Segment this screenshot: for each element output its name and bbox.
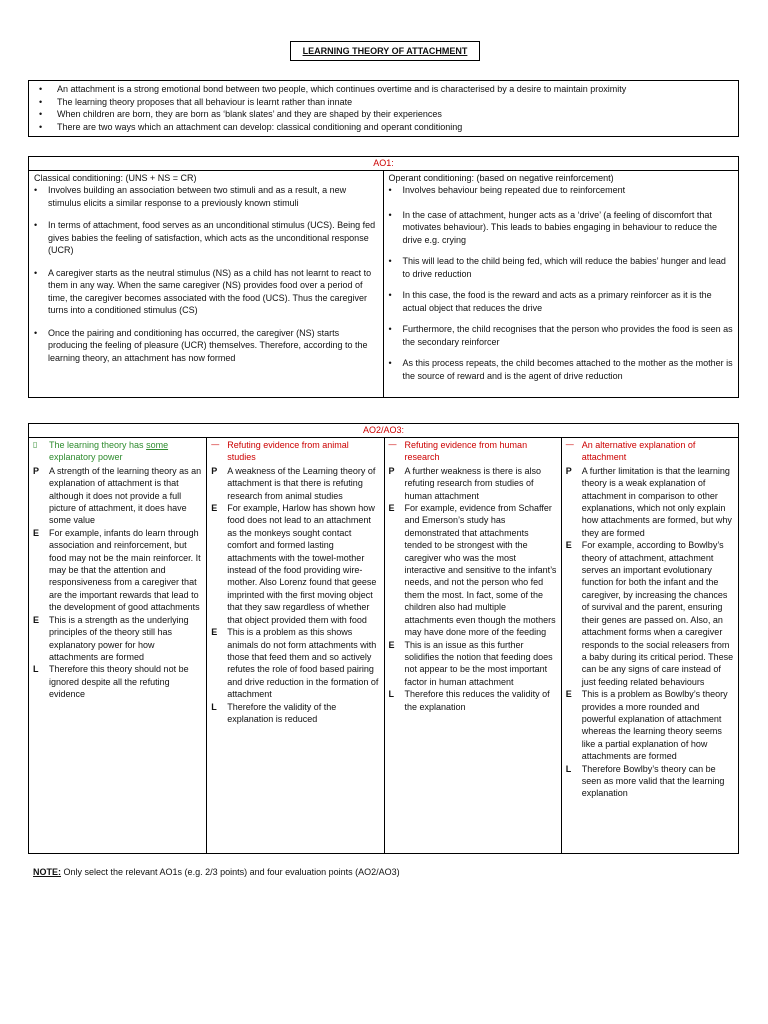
classical-conditioning-column bbox=[29, 171, 384, 397]
evaluation-column bbox=[561, 438, 738, 853]
pell-text: For example, evidence from Schaffer and Emerson’s study has demonstrated that attachments tended to be strongest with the caregiver who was the most interactive and sensitive to the infant’s needs, and not the person who fed them the most. In fact, some of the children also had multiple attachments even though the mothers may have done more of the feeding bbox=[404, 503, 557, 638]
pell-letter: E bbox=[565, 689, 572, 700]
intro-box bbox=[28, 80, 739, 137]
classical-point: • A caregiver starts as the neutral stimulus (NS) as a child has not learnt to react to them in any way. When the same caregiver (NS) provides food over a period of time, the caregiver becomes associated with the food (UCS). Thus the caregiver turns into a conditioned stimulus (CS) bbox=[34, 267, 378, 317]
evaluation-heading bbox=[33, 439, 202, 464]
intro-bullet: • There are two ways which an attachment can develop: classical conditioning and operant conditioning bbox=[35, 121, 732, 134]
pell-point bbox=[566, 688, 734, 762]
pell-letter: E bbox=[33, 614, 40, 625]
heading-text: Refuting evidence from animal studies bbox=[227, 440, 349, 463]
ao1-table bbox=[28, 156, 739, 398]
pell-point bbox=[211, 626, 379, 700]
pell-text: Therefore the validity of the explanation is reduced bbox=[227, 701, 337, 724]
evaluation-heading bbox=[566, 439, 734, 464]
operant-point: • As this process repeats, the child becomes attached to the mother as the mother is the source of reward and is the agent of drive reduction bbox=[389, 357, 734, 382]
pell-point bbox=[566, 539, 734, 688]
pell-point bbox=[389, 502, 557, 638]
evaluation-heading-text bbox=[405, 439, 557, 464]
pell-letter: E bbox=[211, 627, 218, 638]
evaluation-column bbox=[29, 438, 206, 853]
classical-point: • Involves building an association between two stimuli and as a result, a new stimulus elicits a similar response to a previously known stimuli bbox=[34, 184, 378, 209]
heading-text: An alternative explanation of attachment bbox=[581, 440, 696, 463]
pell-text: A further limitation is that the learning theory is a weak explanation of attachment in comparison to other explanations, which not only explain how attachments are formed, but why they are formed bbox=[581, 465, 732, 538]
pell-letter: E bbox=[211, 503, 218, 514]
heading-text: Refuting evidence from human research bbox=[404, 440, 528, 463]
evaluation-column bbox=[384, 438, 561, 853]
pell-point bbox=[33, 614, 202, 664]
pell-letter: E bbox=[33, 527, 40, 538]
evaluation-heading-text bbox=[49, 439, 202, 464]
pell-letter: P bbox=[388, 465, 395, 476]
pell-text: A further weakness is there is also refuting research from studies of human attachment bbox=[404, 465, 542, 501]
pell-text: This is a problem as Bowlby’s theory provides a more rounded and powerful explanation of attachment whereas the learning theory seems like a partial explanation of how attachments are formed bbox=[581, 689, 728, 762]
operant-point: • Involves behaviour being repeated due to reinforcement bbox=[389, 184, 734, 197]
pell-letter: L bbox=[211, 701, 217, 712]
operant-point: • Furthermore, the child recognises that the person who provides the food is seen as the secondary reinforcer bbox=[389, 323, 734, 348]
pell-text: For example, Harlow has shown how food does not lead to an attachment as the monkeys sought contact comfort and formed lasting attachments with the towel-mother instead of the food providing wire-mother. Also Lorenz found that geese imprinted with the first moving object that they saw regardless of whether that object provided them with food bbox=[227, 503, 377, 625]
pell-point bbox=[211, 465, 379, 502]
evaluation-heading bbox=[211, 439, 379, 464]
evaluation-heading bbox=[389, 439, 557, 464]
classical-heading: Classical conditioning: (UNS + NS = CR) bbox=[34, 173, 197, 183]
operant-heading: Operant conditioning: (based on negative reinforcement) bbox=[388, 173, 614, 183]
evaluation-heading-text bbox=[582, 439, 734, 464]
classical-point: • In terms of attachment, food serves as an unconditional stimulus (UCS). Being fed gives babies the feeling of satisfaction, which acts as the unconditional response (UCR) bbox=[34, 219, 378, 257]
ao2-ao3-table bbox=[28, 423, 739, 854]
heading-text: The learning theory has bbox=[49, 440, 147, 450]
pell-letter: E bbox=[388, 503, 395, 514]
pell-point bbox=[389, 465, 557, 502]
intro-bullet: • An attachment is a strong emotional bond between two people, which continues overtime and is characterised by a desire to maintain proximity bbox=[35, 83, 732, 96]
pell-text: This is an issue as this further solidifies the notion that feeding does not appear to be the most important factor in human attachment bbox=[404, 639, 553, 687]
pell-point bbox=[33, 663, 202, 700]
pell-text: Therefore Bowlby’s theory can be seen as more valid that the learning explanation bbox=[581, 763, 725, 799]
pell-text: For example, according to Bowlby’s theory of attachment, attachment serves an important evolutionary function for both the infant and the caregiver, by increasing the chances of survival and the parent, ensuring their genes are passed on. Also, an attachment forms when a caregiver responds to the social releasers from a baby during its critical period. These can be any signs of care instead of just feeding related behaviours bbox=[581, 540, 734, 687]
pell-point bbox=[33, 465, 202, 527]
pell-letter: L bbox=[33, 664, 39, 675]
weakness-marker-icon: — bbox=[211, 440, 220, 449]
pell-text: This is a problem as this shows animals do not form attachments with those that feed them and so actively refutes the role of food based pairing and drive reduction in the formation of attachment bbox=[227, 627, 379, 700]
pell-letter: E bbox=[388, 639, 395, 650]
operant-point: • This will lead to the child being fed, which will reduce the babies’ hunger and lead to drive reduction bbox=[389, 255, 734, 280]
pell-letter: L bbox=[565, 763, 572, 774]
heading-text: explanatory power bbox=[49, 452, 123, 463]
operant-point: • In the case of attachment, hunger acts as a ‘drive’ (a feeling of discomfort that motivates behaviour). This leads to babies engaging in behaviour to reduce the drive e.g. crying bbox=[389, 209, 734, 247]
evaluation-heading-text bbox=[227, 439, 379, 464]
pell-letter: L bbox=[388, 689, 394, 700]
pell-text: Therefore this theory should not be ignored despite all the refuting evidence bbox=[49, 664, 189, 700]
pell-text: A strength of the learning theory as an explanation of attachment is that although it does not provide a full picture of attachment, it does have some value bbox=[49, 465, 202, 526]
pell-text: A weakness of the Learning theory of attachment is that there is refuting research from animal studies bbox=[227, 465, 376, 501]
ao1-heading: AO1: bbox=[29, 157, 738, 171]
strength-marker-icon: ▯ bbox=[33, 440, 38, 449]
pell-point bbox=[33, 527, 202, 614]
operant-point: • In this case, the food is the reward and acts as a primary reinforcer as it is the actual object that reduces the drive bbox=[389, 289, 734, 314]
weakness-marker-icon: — bbox=[388, 440, 397, 449]
pell-letter: E bbox=[565, 540, 572, 551]
pell-point bbox=[566, 465, 734, 539]
note-text: Only select the relevant AO1s (e.g. 2/3 points) and four evaluation points (AO2/AO3) bbox=[61, 867, 400, 877]
intro-list bbox=[35, 83, 732, 133]
pell-point bbox=[389, 688, 557, 713]
heading-underlined-text: some bbox=[146, 440, 169, 450]
pell-text: Therefore this reduces the validity of the explanation bbox=[404, 689, 550, 712]
intro-bullet: • The learning theory proposes that all behaviour is learnt rather than innate bbox=[35, 96, 732, 109]
pell-text: For example, infants do learn through association and reinforcement, but food may not be the main reinforcer. It may be that the attention and responsiveness from a caregiver that are the important rewards that lead to the development of good attachments bbox=[49, 527, 201, 613]
pell-point bbox=[389, 639, 557, 689]
note-line bbox=[33, 866, 400, 878]
pell-point bbox=[566, 763, 734, 800]
pell-letter: P bbox=[211, 465, 218, 476]
pell-letter: P bbox=[33, 465, 40, 476]
ao2-heading: AO2/AO3: bbox=[29, 424, 738, 438]
pell-letter: P bbox=[565, 465, 572, 476]
pell-point bbox=[211, 701, 379, 726]
classical-point: • Once the pairing and conditioning has occurred, the caregiver (NS) starts producing the feeling of pleasure (UCR) themselves. Therefore, according to the learning theory, an attachment has now formed bbox=[34, 327, 378, 365]
page-title: LEARNING THEORY OF ATTACHMENT bbox=[290, 41, 480, 61]
note-label: NOTE: bbox=[33, 867, 61, 877]
evaluation-column bbox=[206, 438, 383, 853]
weakness-marker-icon: — bbox=[565, 440, 574, 449]
pell-text: This is a strength as the underlying principles of the theory still has explanatory power for how attachments are formed bbox=[49, 614, 189, 662]
pell-point bbox=[211, 502, 379, 626]
intro-bullet: • When children are born, they are born as ‘blank slates’ and they are shaped by their experiences bbox=[35, 108, 732, 121]
operant-conditioning-column bbox=[384, 171, 739, 397]
